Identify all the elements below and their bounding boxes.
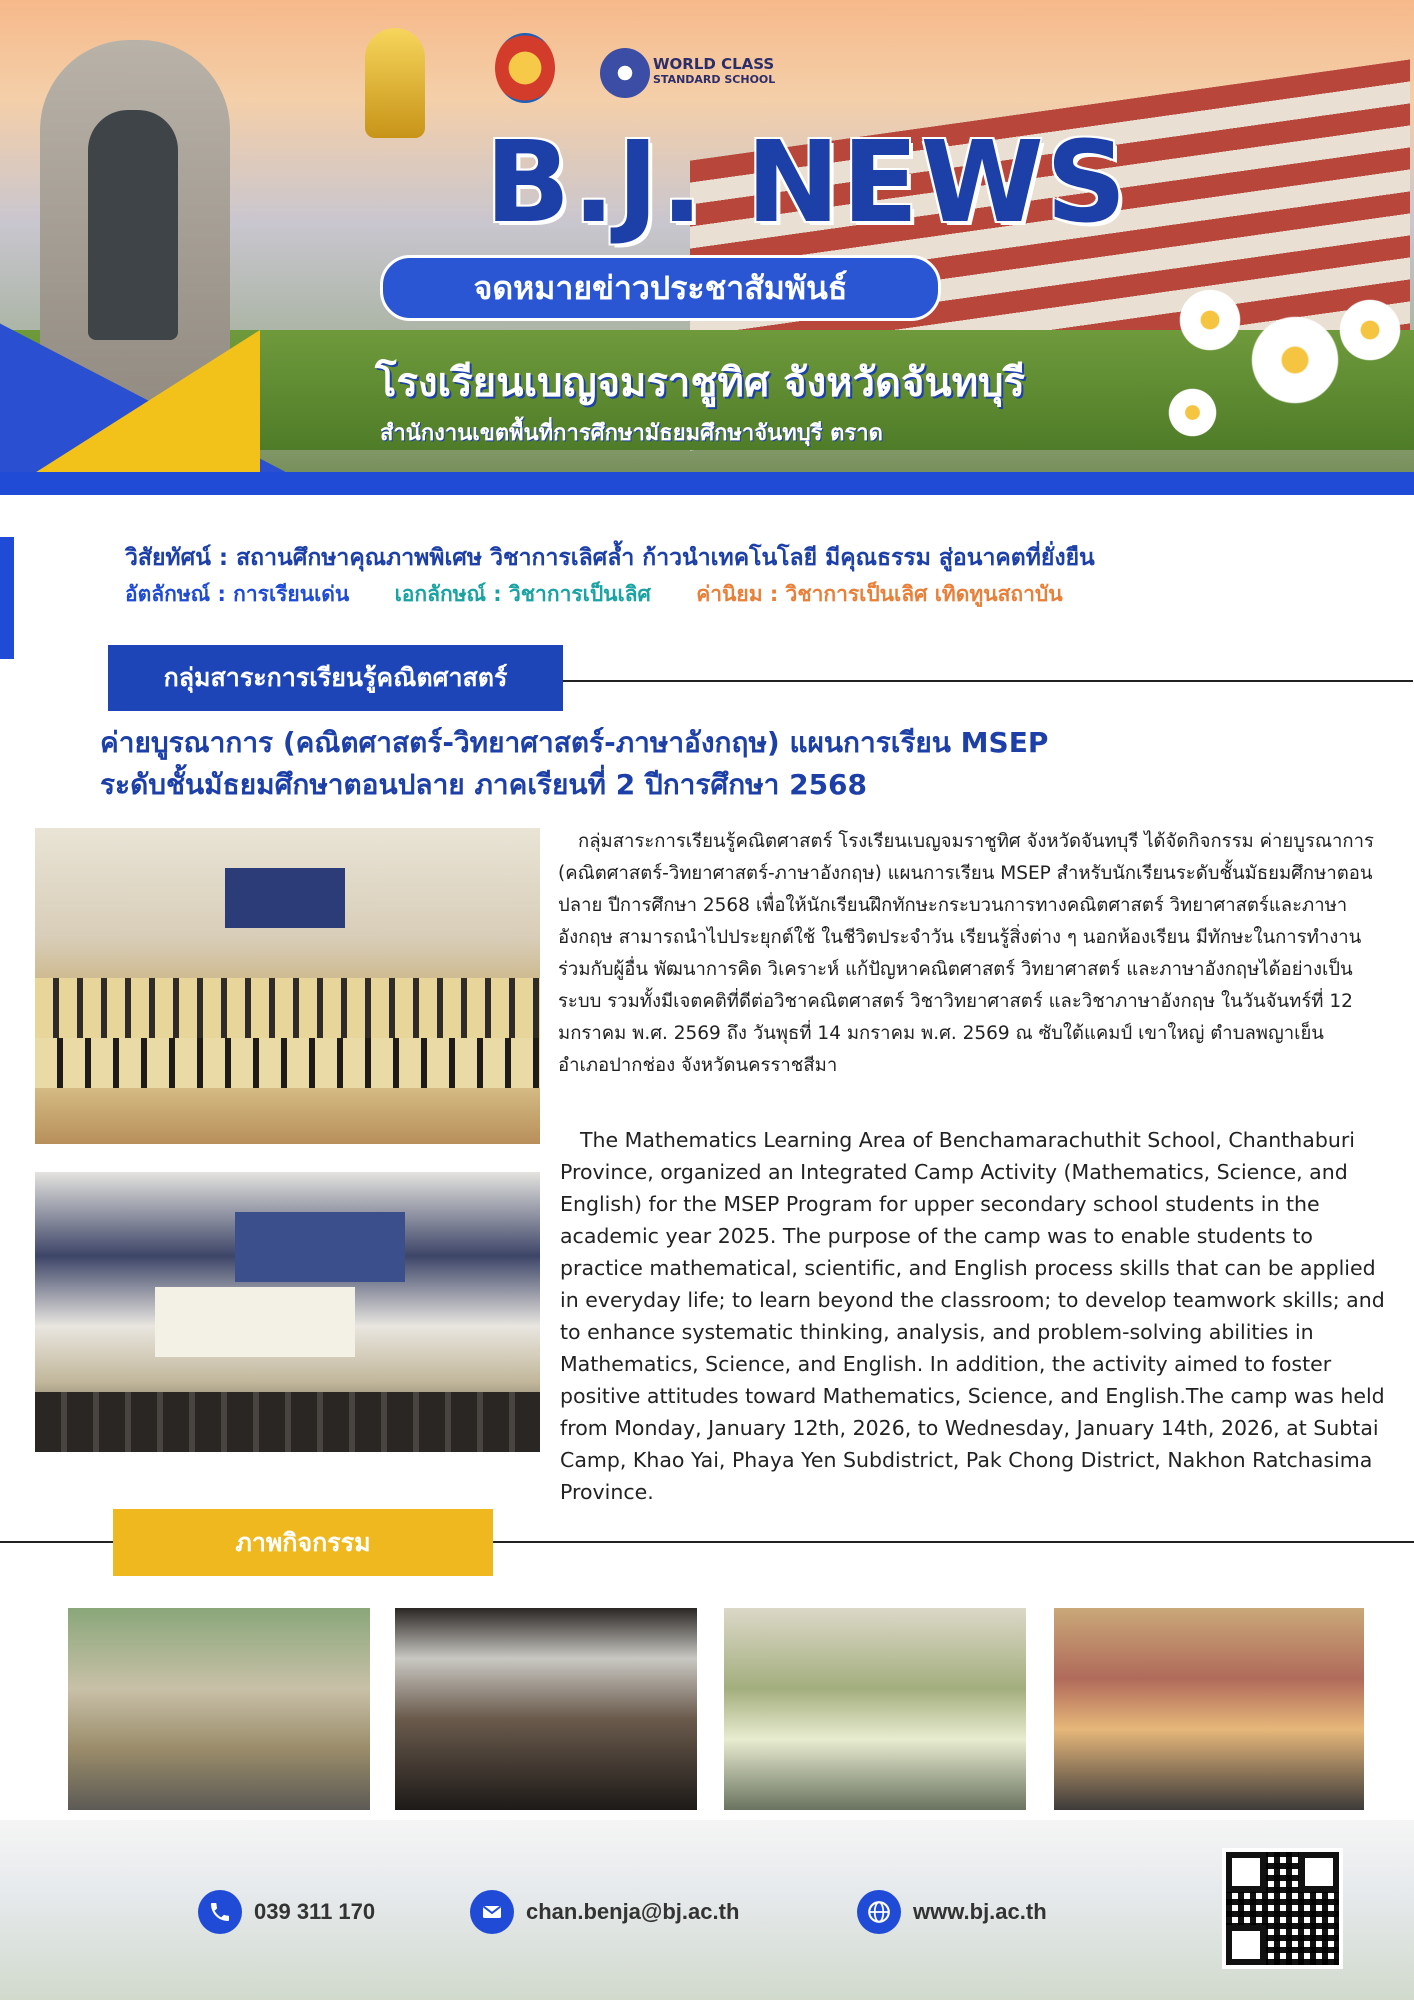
flower-decor-icon <box>1245 310 1345 410</box>
world-class-globe-logo <box>600 48 650 98</box>
article-headline <box>100 722 1380 806</box>
qr-finder <box>1226 1852 1266 1892</box>
education-office: สำนักงานเขตพื้นที่การศึกษามัธยมศึกษาจันทบุรี ตราด <box>380 421 883 446</box>
section-divider <box>563 680 1413 682</box>
audience-image <box>35 1392 540 1452</box>
gallery-photo <box>1054 1608 1364 1810</box>
newsletter-title: B.J. NEWS <box>485 118 1129 248</box>
qr-finder <box>1226 1925 1266 1965</box>
presentation-photo <box>35 1172 540 1452</box>
phone-number[interactable]: 039 311 170 <box>254 1899 376 1924</box>
gallery-photo <box>395 1608 697 1810</box>
vision-statement: วิสัยทัศน์ : สถานศึกษาคุณภาพพิเศษ วิชาการเลิศล้ำ ก้าวนำเทคโนโลยี มีคุณธรรม สู่อนาคตที่ยั่งยืน <box>125 545 1095 571</box>
email-address[interactable]: chan.benja@bj.ac.th <box>526 1899 740 1924</box>
banner-screen-image <box>225 868 345 928</box>
world-class-logo-text: WORLD CLASS STANDARD SCHOOL <box>653 55 776 86</box>
phone-contact[interactable] <box>198 1890 375 1934</box>
header-bottom-band <box>0 472 1414 495</box>
flower-decor-icon <box>1175 285 1245 355</box>
newsletter-subtitle: จดหมายข่าวประชาสัมพันธ์ <box>380 255 941 321</box>
vision-accent-bar <box>0 537 14 659</box>
phone-icon <box>198 1890 242 1934</box>
identity-row <box>125 578 1101 611</box>
activity-label: ภาพกิจกรรม <box>113 1509 493 1576</box>
statue-figure-image <box>88 110 178 340</box>
qr-finder <box>1299 1852 1339 1892</box>
projection-screen-image <box>235 1212 405 1282</box>
identity-text: อัตลักษณ์ : การเรียนเด่น <box>125 582 350 606</box>
article-body-thai: กลุ่มสาระการเรียนรู้คณิตศาสตร์ โรงเรียนเบญจมราชูทิศ จังหวัดจันทบุรี ได้จัดกิจกรรม ค่ายบูรณาการ (คณิตศาสตร์-วิทยาศาสตร์-ภาษาอังกฤษ) แผนการเรียน MSEP สำหรับนักเรียนระดับชั้นมัธยมศึกษาตอนปลาย ปีการศึกษา 2568 เพื่อให้นักเรียนฝึกทักษะกระบวนการทางคณิตศาสตร์ วิทยาศาสตร์และภาษาอังกฤษ สามารถนำไปประยุกต์ใช้ ในชีวิตประจำวัน เรียนรู้สิ่งต่าง ๆ นอกห้องเรียน มีทักษะในการทำงานร่วมกับผู้อื่น พัฒนาการคิด วิเคราะห์ แก้ปัญหาคณิตศาสตร์ วิทยาศาสตร์ และภาษาอังกฤษได้อย่างเป็นระบบ รวมทั้งมีเจตคติที่ดีต่อวิชาคณิตศาสตร์ วิชาวิทยาศาสตร์ และวิชาภาษาอังกฤษ ในวันจันทร์ที่ 12 มกราคม พ.ศ. 2569 ถึง วันพุธที่ 14 มกราคม พ.ศ. 2569 ณ ซับใต้แคมป์ เขาใหญ่ ตำบลพญาเย็น อำเภอปากช่อง จังหวัดนครราชสีมา <box>558 831 1374 1076</box>
article-body-english: The Mathematics Learning Area of Benchamarachuthit School, Chanthaburi Province, organized an Integrated Camp Activity (Mathematics, Science, and English) for the MSEP Program for upper secondary school students in the academic year 2025. The purpose of the camp was to enable students to practice mathematical, scientific, and English process skills that can be applied in everyday life; to learn beyond the classroom; to develop teamwork skills; and to enhance systematic thinking, analysis, and problem-solving abilities in Mathematics, Science, and English. In addition, the activity aimed to foster positive attitudes toward Mathematics, Science, and English.The camp was held from Monday, January 12th, 2026, to Wednesday, January 14th, 2026, at Subtai Camp, Khao Yai, Phaya Yen Subdistrict, Pak Chong District, Nakhon Ratchasima Province. <box>560 1128 1385 1504</box>
globe-icon <box>857 1890 901 1934</box>
email-contact[interactable] <box>470 1890 739 1934</box>
website-contact[interactable] <box>857 1890 1047 1934</box>
website-url[interactable]: www.bj.ac.th <box>913 1899 1047 1924</box>
qr-code-image[interactable] <box>1222 1848 1343 1969</box>
ministry-seal-logo <box>495 33 555 103</box>
school-crest-logo <box>365 28 425 138</box>
section-label: กลุ่มสาระการเรียนรู้คณิตศาสตร์ <box>108 645 563 711</box>
school-name: โรงเรียนเบญจมราชูทิศ จังหวัดจันทบุรี <box>375 360 1025 406</box>
uniqueness-text: เอกลักษณ์ : วิชาการเป็นเลิศ <box>394 582 651 606</box>
headline-line-1: ค่ายบูรณาการ (คณิตศาสตร์-วิทยาศาสตร์-ภาษาอังกฤษ) แผนการเรียน MSEP <box>100 726 1049 759</box>
values-text: ค่านิยม : วิชาการเป็นเลิศ เทิดทูนสถาบัน <box>696 582 1063 606</box>
headline-line-2: ระดับชั้นมัธยมศึกษาตอนปลาย ภาคเรียนที่ 2 ปีการศึกษา 2568 <box>100 768 868 801</box>
header-banner <box>0 0 1414 495</box>
group-photo <box>35 828 540 1144</box>
flower-decor-icon <box>1165 385 1220 440</box>
flower-decor-icon <box>1335 295 1405 365</box>
gallery-photo <box>68 1608 370 1810</box>
posters-image <box>155 1287 355 1357</box>
students-rows-image <box>35 1038 540 1088</box>
gallery-photo <box>724 1608 1026 1810</box>
students-rows-image <box>35 978 540 1038</box>
mail-icon <box>470 1890 514 1934</box>
